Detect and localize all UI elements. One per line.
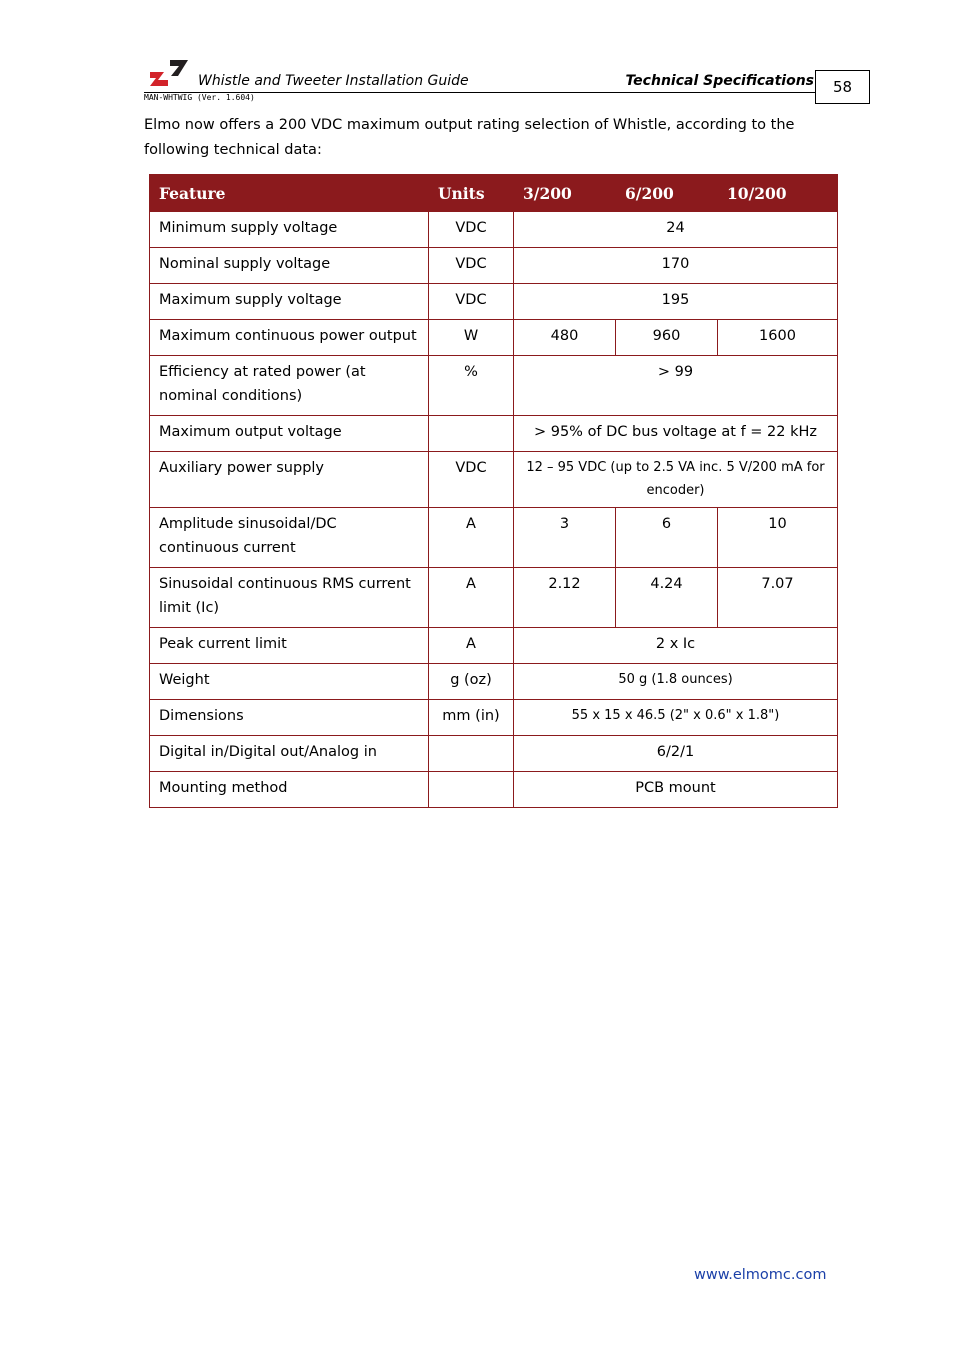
units-cell — [429, 736, 514, 772]
table-row — [150, 736, 838, 772]
feature-cell: Efficiency at rated power (at nominal conditions) — [150, 356, 429, 416]
table-header-row — [150, 175, 838, 212]
table-row — [150, 212, 838, 248]
header-units: Units — [429, 175, 514, 212]
units-cell: % — [429, 356, 514, 416]
table-row — [150, 284, 838, 320]
value-cell: 55 x 15 x 46.5 (2" x 0.6" x 1.8") — [514, 700, 838, 736]
table-row — [150, 452, 838, 508]
units-cell: A — [429, 568, 514, 628]
value-cell-6-200: 960 — [616, 320, 718, 356]
footer-website-link[interactable]: www.elmomc.com — [694, 1267, 827, 1283]
section-title: Technical Specifications — [625, 73, 814, 89]
elmo-logo-icon — [148, 58, 190, 88]
value-cell: 6/2/1 — [514, 736, 838, 772]
value-cell-10-200: 7.07 — [718, 568, 838, 628]
units-cell: VDC — [429, 284, 514, 320]
feature-cell: Sinusoidal continuous RMS current limit (Ic) — [150, 568, 429, 628]
value-cell: 12 – 95 VDC (up to 2.5 VA inc. 5 V/200 mA for encoder) — [514, 452, 838, 508]
value-cell-3-200: 3 — [514, 508, 616, 568]
feature-cell: Nominal supply voltage — [150, 248, 429, 284]
intro-paragraph: Elmo now offers a 200 VDC maximum output rating selection of Whistle, according to the following technical data: — [144, 117, 795, 158]
feature-cell: Amplitude sinusoidal/DC continuous current — [150, 508, 429, 568]
feature-cell: Peak current limit — [150, 628, 429, 664]
document-title: Whistle and Tweeter Installation Guide — [198, 73, 469, 89]
table-row — [150, 772, 838, 808]
value-cell: 24 — [514, 212, 838, 248]
header-feature: Feature — [150, 175, 429, 212]
feature-cell: Minimum supply voltage — [150, 212, 429, 248]
value-cell: > 99 — [514, 356, 838, 416]
units-cell: g (oz) — [429, 664, 514, 700]
table-row — [150, 508, 838, 568]
feature-cell: Maximum output voltage — [150, 416, 429, 452]
units-cell: mm (in) — [429, 700, 514, 736]
value-cell-6-200: 6 — [616, 508, 718, 568]
feature-cell: Dimensions — [150, 700, 429, 736]
table-row — [150, 664, 838, 700]
table-row — [150, 628, 838, 664]
page-number: 58 — [815, 70, 870, 104]
units-cell — [429, 772, 514, 808]
table-row — [150, 248, 838, 284]
units-cell: VDC — [429, 212, 514, 248]
value-cell: 2 x Ic — [514, 628, 838, 664]
units-cell: W — [429, 320, 514, 356]
units-cell: VDC — [429, 452, 514, 508]
feature-cell: Maximum continuous power output — [150, 320, 429, 356]
spec-table — [149, 174, 838, 808]
table-row — [150, 700, 838, 736]
table-row — [150, 320, 838, 356]
value-cell-6-200: 4.24 — [616, 568, 718, 628]
value-cell: > 95% of DC bus voltage at f = 22 kHz — [514, 416, 838, 452]
feature-cell: Mounting method — [150, 772, 429, 808]
value-cell: 170 — [514, 248, 838, 284]
header-10-200: 10/200 — [718, 175, 838, 212]
value-cell-3-200: 480 — [514, 320, 616, 356]
header-3-200: 3/200 — [514, 175, 616, 212]
value-cell-10-200: 1600 — [718, 320, 838, 356]
feature-cell: Auxiliary power supply — [150, 452, 429, 508]
feature-cell: Maximum supply voltage — [150, 284, 429, 320]
value-cell: 50 g (1.8 ounces) — [514, 664, 838, 700]
table-row — [150, 568, 838, 628]
units-cell: A — [429, 508, 514, 568]
document-version: MAN-WHTWIG (Ver. 1.604) — [144, 93, 255, 102]
header-6-200: 6/200 — [616, 175, 718, 212]
units-cell: A — [429, 628, 514, 664]
value-cell: 195 — [514, 284, 838, 320]
units-cell: VDC — [429, 248, 514, 284]
feature-cell: Weight — [150, 664, 429, 700]
value-cell: PCB mount — [514, 772, 838, 808]
value-cell-3-200: 2.12 — [514, 568, 616, 628]
units-cell — [429, 416, 514, 452]
table-row — [150, 416, 838, 452]
table-row — [150, 356, 838, 416]
value-cell-10-200: 10 — [718, 508, 838, 568]
feature-cell: Digital in/Digital out/Analog in — [150, 736, 429, 772]
